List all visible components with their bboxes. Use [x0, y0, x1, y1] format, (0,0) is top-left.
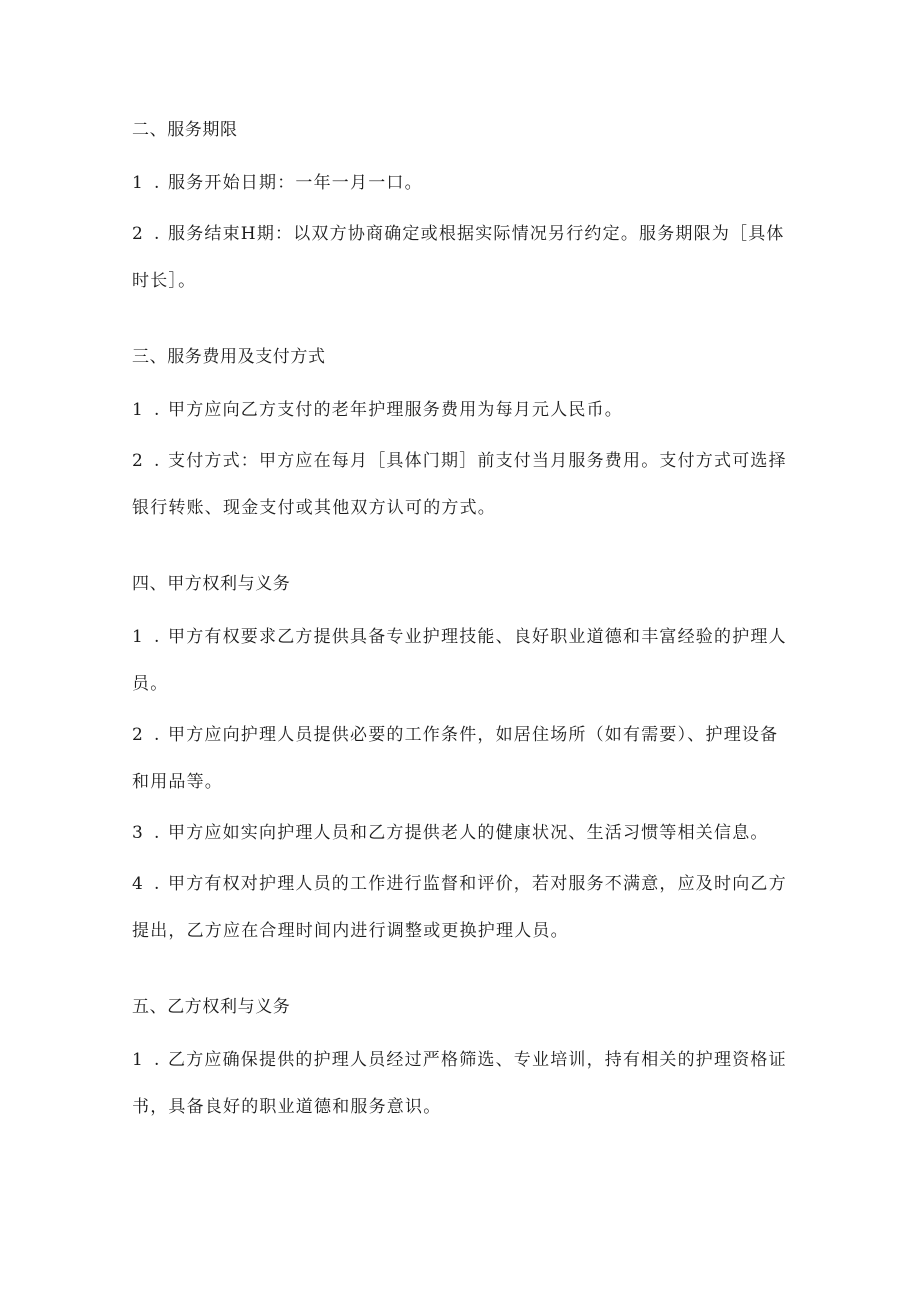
clause-number: 1	[132, 1050, 143, 1070]
clause-text: 甲方应向乙方支付的老年护理服务费用为每月元人民币。	[168, 400, 623, 420]
section-party-b-rights	[132, 991, 792, 1131]
clause-item: 2 . 支付方式：甲方应在每月［具体门期］前支付当月服务费用。支付方式可选择银行转账、现金支付或其他双方认可的方式。	[132, 438, 792, 532]
section-service-term	[132, 114, 792, 305]
clause-number: 2	[132, 224, 143, 244]
section-heading: 四、甲方权利与义务	[132, 574, 291, 594]
clause-item: 4 . 甲方有权对护理人员的工作进行监督和评价，若对服务不满意，应及时向乙方提出，乙方应在合理时间内进行调整或更换护理人员。	[132, 861, 792, 955]
document-body	[132, 114, 792, 1167]
section-heading: 二、服务期限	[132, 120, 238, 140]
clause-text: 甲方有权要求乙方提供具备专业护理技能、良好职业道德和丰富经验的护理人员。	[132, 627, 787, 694]
clause-number: 1	[132, 627, 143, 647]
clause-text: 乙方应确保提供的护理人员经过严格筛选、专业培训，持有相关的护理资格证书，具备良好的职业道德和服务意识。	[132, 1050, 787, 1117]
clause-number: 3	[132, 823, 143, 843]
clause-text: 服务结束H期：以双方协商确定或根据实际情况另行约定。服务期限为［具体时长］。	[132, 224, 785, 291]
clause-item: 1 . 服务开始日期：一年一月一口。	[132, 160, 792, 207]
clause-number: 4	[132, 874, 143, 894]
section-fees-payment	[132, 341, 792, 532]
clause-text: 甲方有权对护理人员的工作进行监督和评价，若对服务不满意，应及时向乙方提出，乙方应在合理时间内进行调整或更换护理人员。	[132, 874, 787, 941]
section-party-a-rights	[132, 568, 792, 955]
section-heading: 三、服务费用及支付方式	[132, 347, 326, 367]
clause-item: 3 . 甲方应如实向护理人员和乙方提供老人的健康状况、生活习惯等相关信息。	[132, 810, 792, 857]
clause-number: 2	[132, 451, 143, 471]
clause-text: 服务开始日期：一年一月一口。	[168, 173, 423, 193]
clause-item: 2 . 甲方应向护理人员提供必要的工作条件，如居住场所（如有需要）、护理设备和用品等。	[132, 712, 792, 806]
clause-item: 1 . 甲方应向乙方支付的老年护理服务费用为每月元人民币。	[132, 387, 792, 434]
clause-text: 支付方式：甲方应在每月［具体门期］前支付当月服务费用。支付方式可选择银行转账、现金支付或其他双方认可的方式。	[132, 451, 787, 518]
clause-item: 2 . 服务结束H期：以双方协商确定或根据实际情况另行约定。服务期限为［具体时长］。	[132, 211, 792, 305]
clause-number: 2	[132, 725, 143, 745]
clause-number: 1	[132, 400, 143, 420]
clause-item: 1 . 乙方应确保提供的护理人员经过严格筛选、专业培训，持有相关的护理资格证书，具备良好的职业道德和服务意识。	[132, 1037, 792, 1131]
clause-text: 甲方应如实向护理人员和乙方提供老人的健康状况、生活习惯等相关信息。	[168, 823, 769, 843]
clause-item: 1 . 甲方有权要求乙方提供具备专业护理技能、良好职业道德和丰富经验的护理人员。	[132, 614, 792, 708]
clause-text: 甲方应向护理人员提供必要的工作条件，如居住场所（如有需要）、护理设备和用品等。	[132, 725, 779, 792]
section-heading: 五、乙方权利与义务	[132, 997, 291, 1017]
clause-number: 1	[132, 173, 143, 193]
